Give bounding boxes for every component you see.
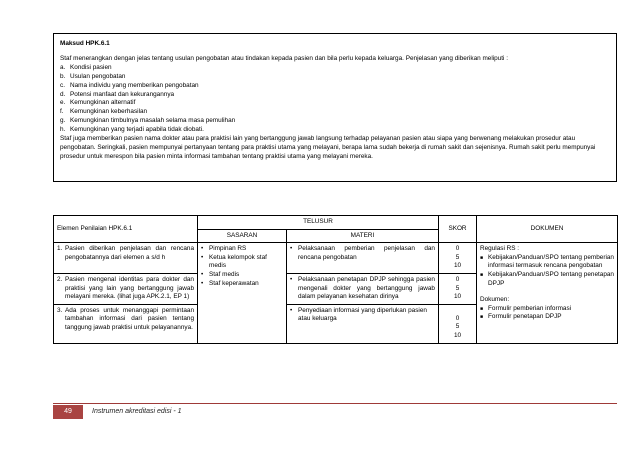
list-item: e. Kemungkinan alternatif — [60, 99, 136, 107]
maksud-box — [53, 33, 617, 182]
footer-divider — [53, 403, 617, 404]
list-item: a. Kondisi pasien — [60, 63, 112, 71]
elemen-penilaian-table — [53, 215, 618, 344]
list-item: d. Potensi manfaat dan kekurangannya — [60, 90, 175, 98]
elemen-cell: 1. Pasien diberikan penjelasan dan rencana pengobatannya dari elemen a s/d h — [54, 243, 198, 274]
maksud-outro: Staf juga memberikan pasien nama dokter atau para praktisi lain yang bertanggung jawab langsung terhadap pelayanan pasien atau siapa yang berwenang melakukan prosedur atau pengobatan. Seringkali, pasien mempunyai pertanyaan tentang para praktisi utama yang melayani, berapa lama sudah bekerja di rumah sakit dan sejenisnya. Rumah sakit perlu mempunyai prosedur untuk merespon bila pasien minta informasi tambahan tentang praktisi utama yang melayani mereka. — [60, 135, 596, 160]
header-sasaran: SASARAN — [198, 229, 287, 243]
skor-cell: 0 5 10 — [439, 273, 477, 304]
materi-cell: • Penyediaan informasi yang diperlukan pasien atau keluarga — [287, 304, 439, 343]
materi-cell: • Pelaksanaan penetapan DPJP sehingga pasien mengenali dokter yang bertanggung jawab dalam pelayanan kesehatan dirinya — [287, 273, 439, 304]
dokumen-item: ■ Kebijakan/Panduan/SPO tentang pemberian informasi termasuk rencana pengobatan — [480, 253, 614, 270]
header-materi: MATERI — [287, 229, 439, 243]
skor-cell: 0 5 10 — [439, 243, 477, 274]
sasaran-item: • Staf medis — [201, 270, 240, 278]
dokumen-item: ■ Formulir penetapan DPJP — [480, 313, 562, 321]
skor-cell: 0 5 10 — [439, 304, 477, 343]
table-header-row — [54, 216, 618, 230]
footer-text: Instrumen akreditasi edisi - 1 — [92, 408, 182, 415]
dokumen-item: ■ Kebijakan/Panduan/SPO tentang penetapan DPJP — [480, 270, 614, 287]
list-item: b. Usulan pengobatan — [60, 72, 126, 80]
list-item: c. Nama individu yang memberikan pengobatan — [60, 81, 199, 89]
sasaran-item: • Pimpinan RS — [201, 245, 247, 253]
maksud-title: Maksud HPK.6.1 — [60, 40, 110, 47]
dokumen-cell — [477, 243, 618, 343]
header-telusur: TELUSUR — [198, 216, 439, 230]
page-number: 49 — [53, 405, 83, 419]
header-dokumen: DOKUMEN — [477, 216, 618, 243]
dokumen-dokumen-title: Dokumen: — [480, 296, 510, 304]
elemen-cell: 3. Ada proses untuk menanggapi permintaan tambahan informasi dari pasien tentang tanggung jawab praktisi untuk pelayanannya. — [54, 304, 198, 343]
maksud-intro: Staf menerangkan dengan jelas tentang usulan pengobatan atau tindakan kepada pasien dan bila perlu kepada keluarga. Penjelasan yang diberikan meliputi : — [60, 54, 509, 62]
dokumen-regulasi-title: Regulasi RS : — [480, 245, 520, 253]
list-item: h. Kemungkinan yang terjadi apabila tidak diobati. — [60, 126, 204, 134]
header-skor: SKOR — [439, 216, 477, 243]
list-item: g. Kemungkinan timbulnya masalah selama masa pemulihan — [60, 117, 236, 125]
maksud-list — [60, 64, 611, 135]
list-item: f. Kemungkinan keberhasilan — [60, 108, 148, 116]
dokumen-item: ■ Formulir pemberian informasi — [480, 304, 572, 312]
sasaran-item: • Staf keperawatan — [201, 279, 259, 287]
sasaran-item: • Ketua kelompok staf medis — [201, 253, 267, 270]
materi-cell: • Pelaksanaan pemberian penjelasan dan rencana pengobatan — [287, 243, 439, 274]
elemen-cell: 2. Pasien mengenal identitas para dokter dan praktisi yang lain yang bertanggung jawab melayani mereka. (lihat juga APK.2.1, EP 1) — [54, 273, 198, 304]
header-elemen: Elemen Penilaian HPK.6.1 — [54, 216, 198, 243]
table-row — [54, 243, 618, 274]
sasaran-cell — [198, 243, 287, 343]
